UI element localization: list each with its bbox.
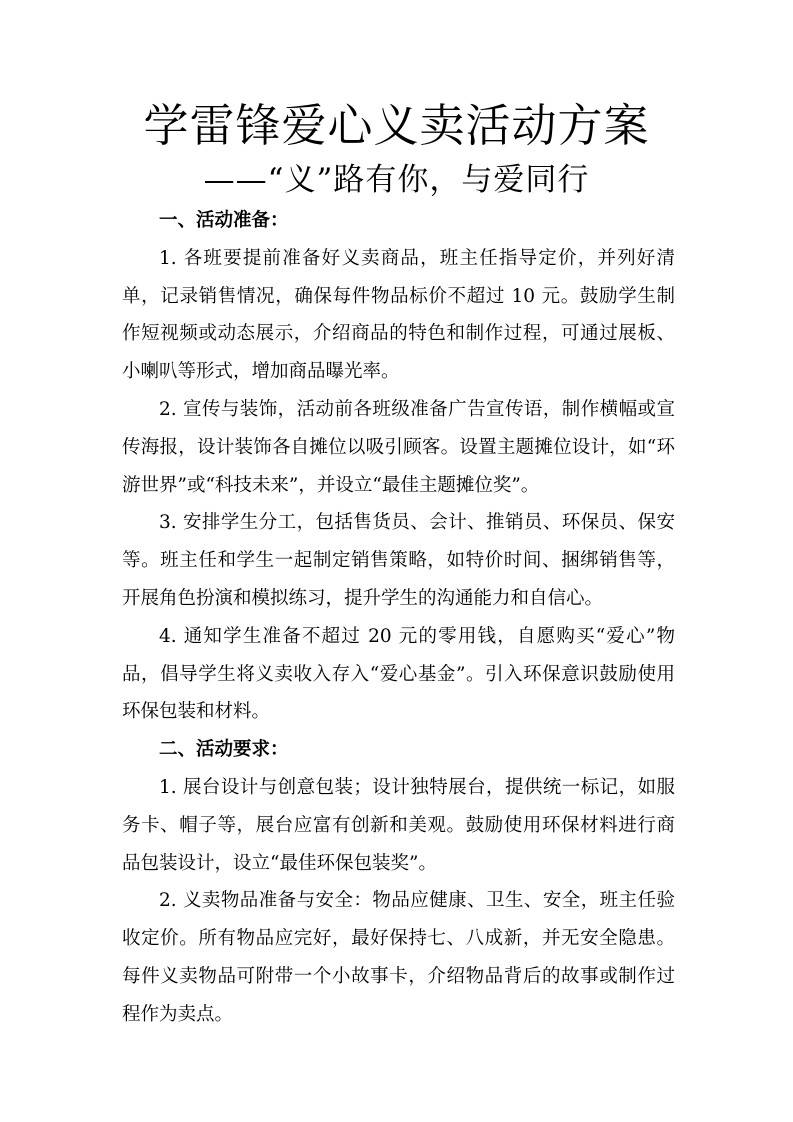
paragraph-req-1: 1. 展台设计与创意包装；设计独特展台，提供统一标记，如服务卡、帽子等，展台应富有创新和美观。鼓励使用环保材料进行商品包装设计，设立“最佳环保包装奖”。 [122,776,675,874]
paragraph-req-2: 2. 义卖物品准备与安全：物品应健康、卫生、安全，班主任验收定价。所有物品应完好，最好保持七、八成新，并无安全隐患。每件义卖物品可附带一个小故事卡，介绍物品背后的故事或制作过程作为卖点。 [122,890,675,1025]
paragraph-prep-3: 3. 安排学生分工，包括售货员、会计、推销员、环保员、保安等。班主任和学生一起制定销售策略，如特价时间、捆绑销售等，开展角色扮演和模拟练习，提升学生的沟通能力和自信心。 [122,512,675,609]
paragraph-prep-4: 4. 通知学生准备不超过 20 元的零用钱，自愿购买“爱心”物品，倡导学生将义卖收入存入“爱心基金”。引入环保意识鼓励使用环保包装和材料。 [122,625,675,723]
document-body [122,202,675,1034]
section-heading-requirements: 二、活动要求： [159,739,289,761]
section-heading-preparation: 一、活动准备： [159,210,289,231]
document-subtitle: ——“义”路有你，与爱同行 [203,162,590,198]
paragraph-prep-1: 1. 各班要提前准备好义卖商品，班主任指导定价，并列好清单，记录销售情况，确保每件物品标价不超过 10 元。鼓励学生制作短视频或动态展示，介绍商品的特色和制作过程，可通过展板、小喇叭等形式，增加商品曝光率。 [122,247,675,383]
paragraph-prep-2: 2. 宣传与装饰，活动前各班级准备广告宣传语，制作横幅或宣传海报，设计装饰各自摊位以吸引顾客。设置主题摊位设计，如“环游世界”或“科技未来”，并设立“最佳主题摊位奖”。 [122,398,675,496]
document-title: 学雷锋爱心义卖活动方案 [143,99,650,152]
